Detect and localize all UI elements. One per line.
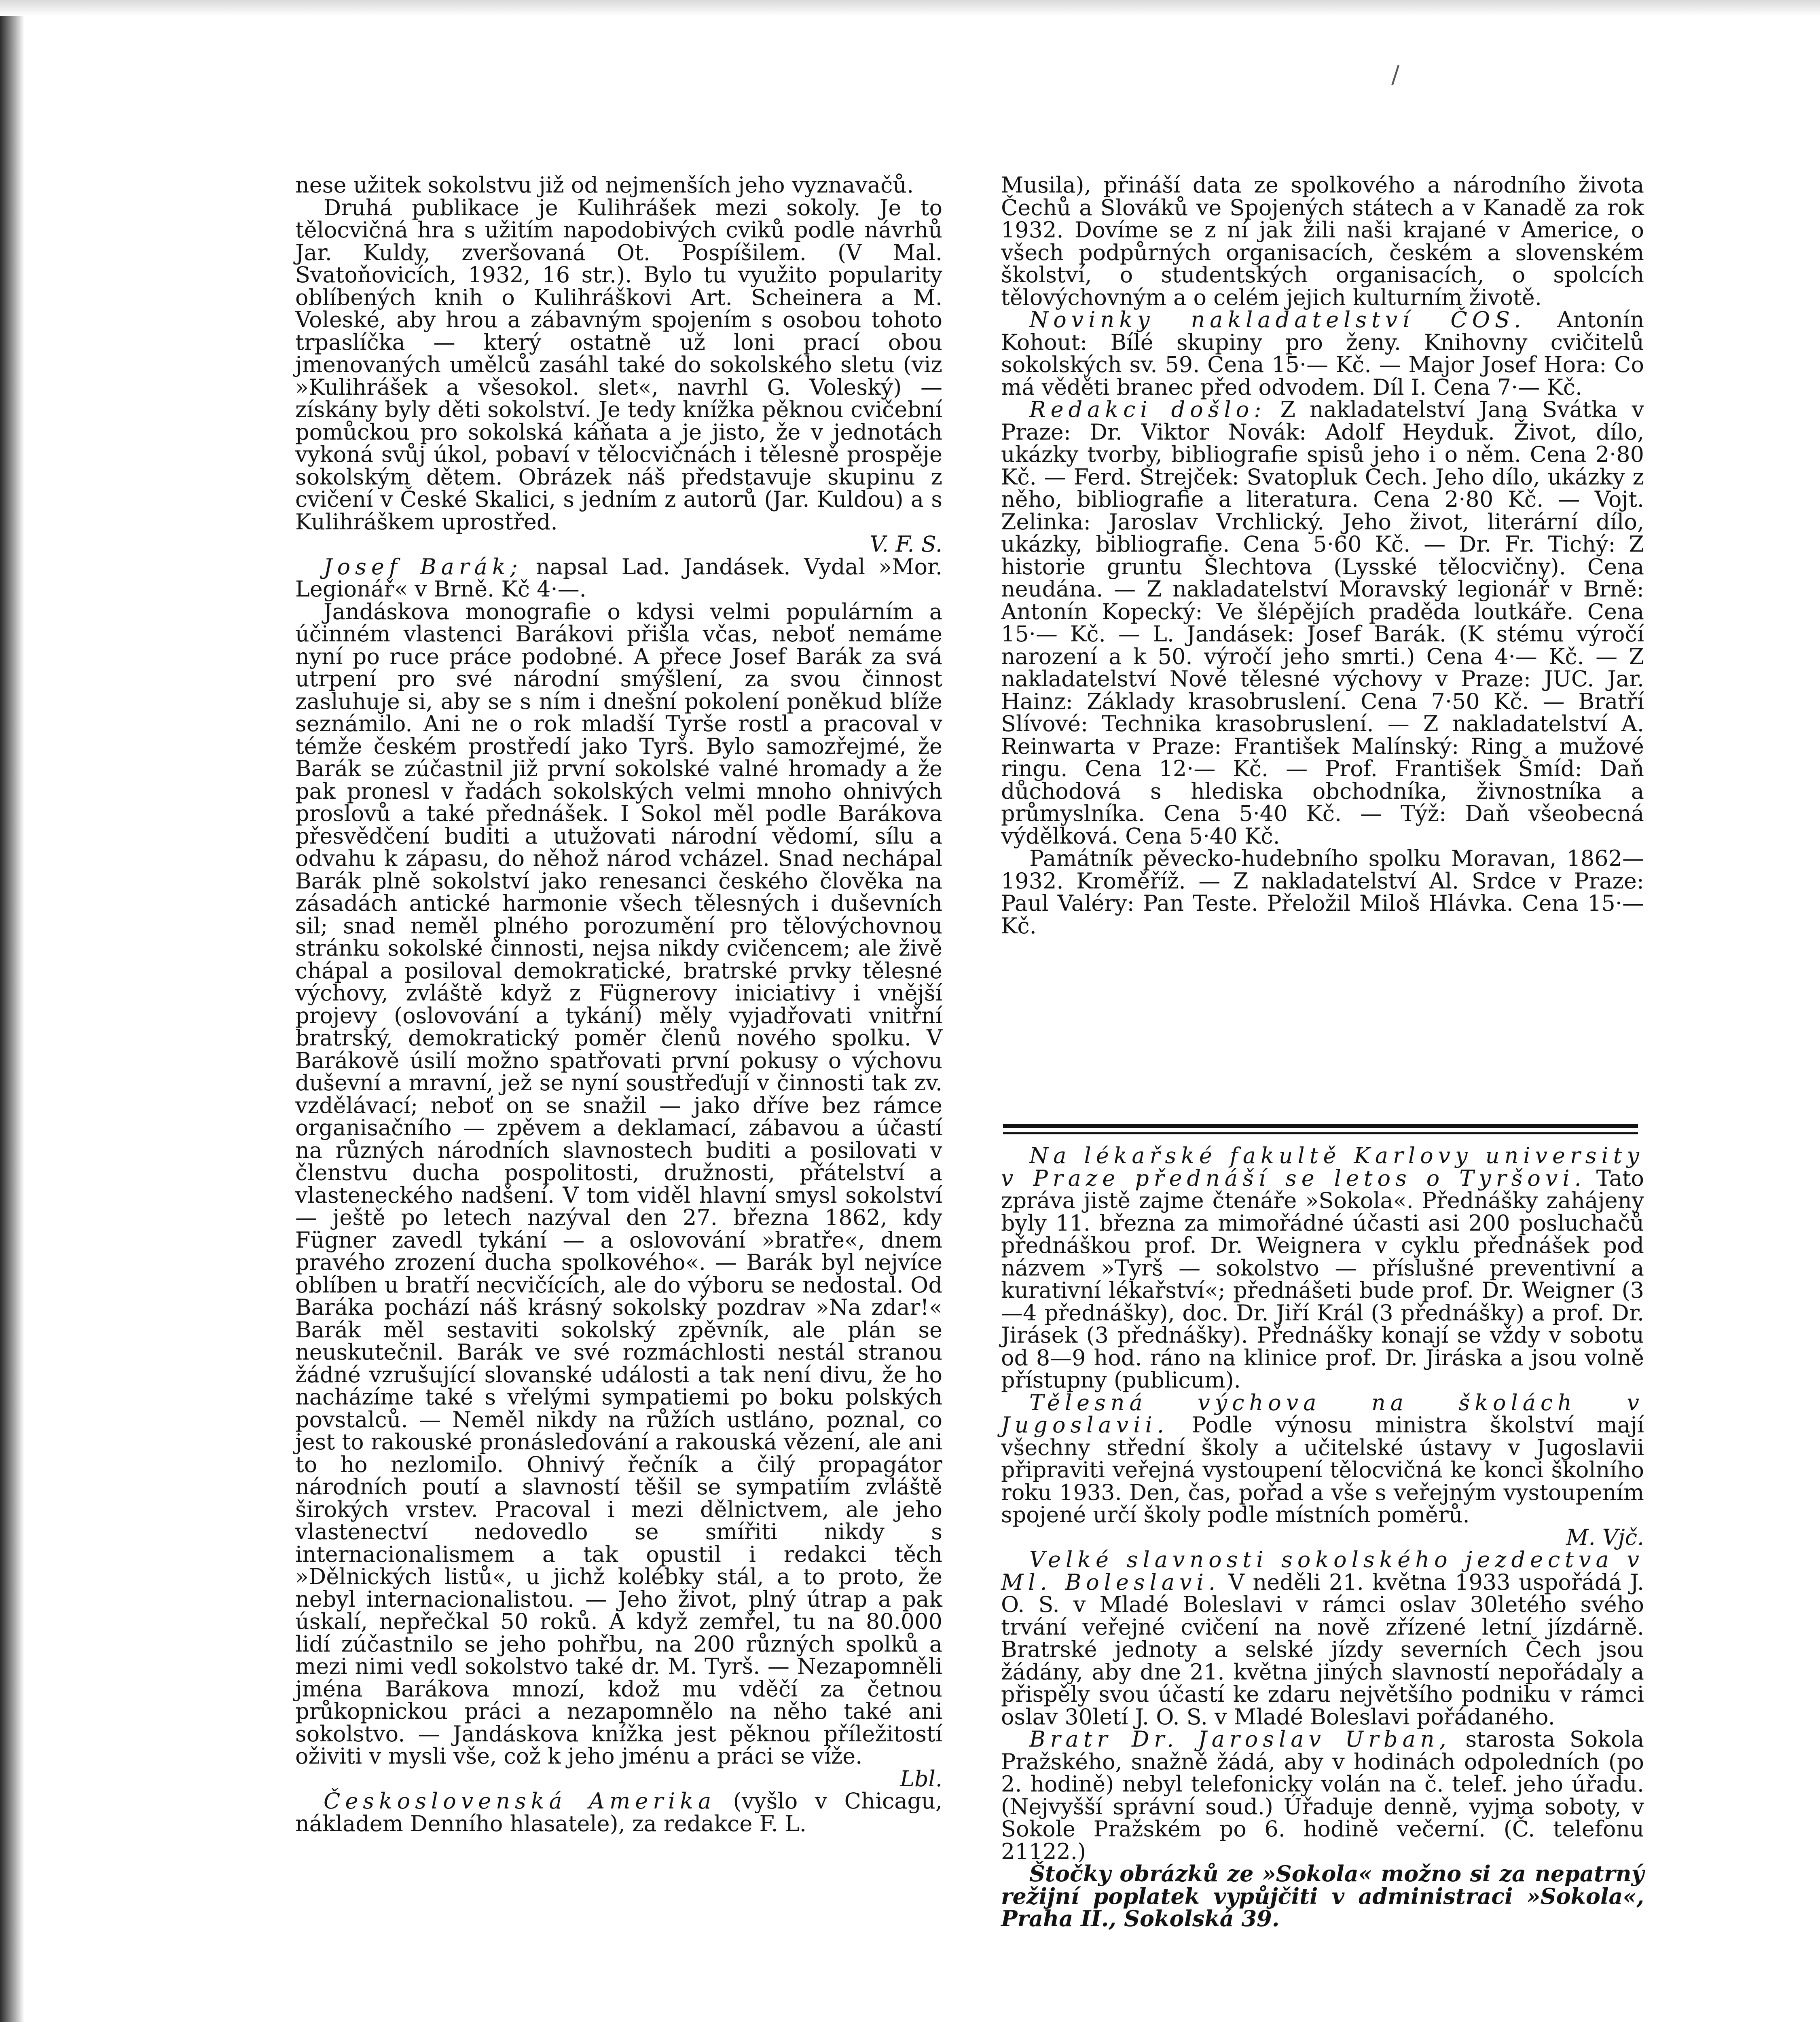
redakci-doslo-text: Z nakladatelství Jana Svátka v Praze: Dr. Viktor Novák: Adolf Heyduk. Život, dílo, ukázky tvorby, bibliografie spisů jeho i o něm. Cena 2·80 Kč. — Ferd. Strejček: Svatopluk Čech. Jeho dílo, ukázky z něho, bibliografie a literatura. Cena 2·80 Kč. — Vojt. Zelinka: Jaroslav Vrchlický. Jeho život, literární dílo, ukázky, bibliografie. Cena 5·60 Kč. — Dr. Fr. Tichý: Z historie gruntu Šlechtova (Lysské tělocvičny). Cena neudána. — Z nakladatelství Moravský legionář v Brně: Antonín Kopecký: Ve šlépějích praděda loutkáře. Cena 15·— Kč. — L. Jandásek: Josef Barák. (K stému výročí narození a k 50. výročí jeho smrti.) Cena 4·— Kč. — Z nakladatelství Nové tělesné výchovy v Praze: JUC. Jar. Hainz: Základy krasobruslení. Cena 7·50 Kč. — Bratří Slívové: Technika krasobruslení. — Z nakladatelství A. Reinwarta v Praze: František Malínský: Ring a mužové ringu. Cena 12·— Kč. — Prof. František Šmíd: Daň důchodová s hlediska obchodníka, živnostníka a průmyslníka. Cena 5·40 Kč. — Týž: Daň všeobecná výdělková. Cena 5·40 Kč. [1001, 397, 1644, 849]
amerika-publication-info: (vyšlo v Chicagu, nákladem Denního hlasatele), za redakce F. L. [295, 1788, 942, 1836]
title-josef-barak: Josef Barák; [324, 554, 523, 580]
signature-vfs: V. F. S. [870, 531, 942, 557]
jugoslavie-text: Podle výnosu ministra školství mají všechny střední školy a učitelské ústavy v Jugoslavii připraviti veřejná vystoupení tělocvičná ke konci školního roku 1933. Den, čas, pořad a vše s veřejným vystoupením spojené určí školy podle místních poměrů. [1001, 1412, 1644, 1527]
paragraph-barak-heading [295, 556, 942, 601]
paragraph-lekarska-fakulta [1001, 1144, 1644, 1392]
paragraph-barak-review: Jandáskova monografie o kdysi velmi populárním a účinném vlastenci Barákovi přišla včas, neboť nemáme nyní po ruce práce podobné. A přece Josef Barák za svá utrpení pro své národní smýšlení, za svou činnost zasluhuje si, aby se s ním i dnešní pokolení poněkud blíže seznámilo. Ani ne o rok mladší Tyrše rostl a pracoval v témže českém prostředí jako Tyrš. Bylo samozřejmé, že Barák se zúčastnil již první sokolské valné hromady a že pak pronesl v řadách sokolských velmi mnoho ohnivých proslovů a také přednášek. I Sokol měl podle Barákova přesvědčení buditi a utužovati národní vědomí, sílu a odvahu k zápasu, do něhož národ vcházel. Snad nechápal Barák plně sokolství jako renesanci českého člověka na zásadách antické harmonie všech tělesných i duševních sil; snad neměl plného porozumění pro tělovýchovnou stránku sokolské činnosti, nejsa nikdy cvičencem; ale živě chápal a posiloval demokratické, bratrské prvky tělesné výchovy, zvláště když z Fügnerovy iniciativy i vnější projevy (oslovování a tykání) měly vyjadřovati vnitřní bratrský, demokratický poměr členů nového spolku. V Barákově úsilí možno spatřovati první pokusy o výchovu duševní a mravní, jež se nyní soustřeďují v činnosti tak zv. vzdělávací; neboť on se snažil — jako dříve bez rámce organisačního — zpěvem a deklamací, zábavou a účastí na různých národních slavnostech buditi a posilovati v členstvu ducha pospolitosti, družnosti, přátelství a vlasteneckého nadšení. V tom viděl hlavní smysl sokolství — ještě po letech nazýval den 27. března 1862, kdy Fügner zavedl tykání — a oslovování »bratře«, dnem pravého zrození ducha spolkového«. — Barák byl nejvíce oblíben u bratří necvičících, ale do výboru se nedostal. Od Baráka pochází náš krásný sokolský pozdrav »Na zdar!« Barák měl sestaviti sokolský zpěvník, ale plán se neuskutečnil. Barák ve své rozmáchlosti nestál stranou žádné vzrušující slovanské události a tak není divu, že ho nacházíme také s vřelými sympatiemi po boku polských povstalců. — Neměl nikdy na růžích ustláno, poznal, co jest to rakouské pronásledování a rakouská vězení, ale ani to ho nezlomilo. Ohnivý řečník a čilý propagátor národních poutí a slavností těšil se sympatiím zvláště širokých vrstev. Pracoval i mezi dělnictvem, ale jeho vlastenectví nedovedlo se smířiti nikdy s internacionalismem a tak opustil i redakci těch »Dělnických listů«, u jichž kolébky stál, a to proto, že nebyl internacionalistou. — Jeho život, plný útrap a pak úskalí, nepřečkal 50 roků. A když zemřel, tu na 80.000 lidí zúčastnilo se jeho pohřbu, na 200 různých spolků a mezi nimi vedl sokolstvo také dr. M. Tyrš. — Nezapomněli jména Barákova mnozí, kdož mu vděčí za četnou průkopnickou práci a nezapomnělo na něho také ani sokolstvo. — Jandáskova knížka jest pěknou příležitostí oživiti v mysli vše, což k jeho jménu a práci se víže. [295, 599, 942, 1769]
paragraph-jugoslavie [1001, 1392, 1644, 1526]
paragraph-pamatnik: Památník pěvecko-hudebního spolku Moravan, 1862—1932. Kroměříž. — Z nakladatelství Al. Srdce v Praze: Paul Valéry: Pan Teste. Přeložil Miloš Hlávka. Cena 15·— Kč. [1001, 846, 1644, 939]
title-ceskoslovenska-amerika: Československá Amerika [324, 1788, 716, 1814]
urban-text: starosta Sokola Pražského, snažně žádá, aby v hodinách odpoledních (po 2. hodině) nebyl telefonicky volán na č. telef. jeho úřadu. (Nejvyšší správní soud.) Úřaduje denně, vyjma soboty, v Sokole Pražském po 6. hodině večerní. (Č. telefonu 21122.) [1001, 1726, 1644, 1864]
paragraph-amerika-continued: Musila), přináší data ze spolkového a národního života Čechů a Slováků ve Spojených státech a v Kanadě za rok 1932. Dovíme se z ní jak žili naši krajané v Americe, o všech podpůrných organisacích, českém a slovenském školství, o studentských organisacích, o spolcích tělovýchovným a o celém jejich kulturním životě. [1001, 172, 1644, 310]
paragraph-novinky-cos [1001, 309, 1644, 398]
title-lekarska-fakulta: Na lékařské fakultě Karlovy university v Praze přednáší se letos o Tyršovi. [1001, 1143, 1644, 1191]
paragraph-ceskoslovenska-amerika [295, 1790, 942, 1835]
signature-mvjc-line [1001, 1526, 1644, 1549]
title-jezdectvo: Velké slavnosti sokolského jezdectva v Ml. Boleslavi. [1001, 1547, 1644, 1595]
barak-publication-info: napsal Lad. Jandásek. Vydal »Mor. Legionář« v Brně. Kč 4·—. [295, 554, 942, 602]
right-column-top [1001, 174, 1644, 937]
double-rule-thin [1003, 1132, 1638, 1134]
right-column-bottom [1001, 1144, 1644, 1930]
lekarska-fakulta-text: Tato zpráva jistě zajme čtenáře »Sokola«. Přednášky zahájeny byly 11. března za mimořádné účasti asi 200 posluchačů přednáškou prof. Dr. Weignera v cyklu přednášek pod názvem »Tyrš — sokolstvo — příslušné preventivní a kurativní lékařství«; přednášeti bude prof. Dr. Weigner (3—4 přednášky), doc. Dr. Jiří Král (3 přednášky) a prof. Dr. Jirásek (3 přednášky). Přednášky konají se vždy v sobotu od 8—9 hod. ráno na klinice prof. Dr. Jiráska a jsou volně přístupny (publicum). [1001, 1165, 1644, 1393]
pen-mark: / [1391, 61, 1400, 89]
novinky-cos-text: Antonín Kohout: Bílé skupiny pro ženy. Knihovny cvičitelů sokolských sv. 59. Cena 15·— Kč. — Major Josef Hora: Co má věděti branec před odvodem. Díl I. Cena 7·— Kč. [1001, 307, 1644, 400]
paragraph-kulihrasek: Druhá publikace je Kulihrášek mezi sokoly. Je to tělocvičná hra s užitím napodobivých cviků podle návrhů Jar. Kuldy, zveršovaná Ot. Pospíšilem. (V Mal. Svatoňovicích, 1932, 16 str.). Bylo tu využito popularity oblíbených knih o Kulihráškovi Art. Scheinera a M. Voleské, aby hrou a zábavným spojením s osobou tohoto trpaslíčka — který ostatně už loni prací obou jmenovaných umělců zasáhl také do sokolského sletu (viz »Kulihrášek a všesokol. slet«, navrhl G. Voleský) — získány byly děti sokolství. Je tedy knížka pěknou cvičební pomůckou pro sokolská káňata a je jisto, že v jednotách vykoná svůj úkol, pobaví v tělocvičnách i tělesně prospěje sokolským dětem. Obrázek náš představuje skupinu z cvičení v České Skalici, s jedním z autorů (Jar. Kuldou) a s Kulihráškem uprostřed. [295, 195, 942, 535]
title-urban: Bratr Dr. Jaroslav Urban, [1029, 1726, 1451, 1752]
title-redakci-doslo: Redakci došlo: [1029, 397, 1266, 422]
signature-mvjc: M. Vjč. [1566, 1524, 1644, 1550]
paragraph-intro-end: nese užitek sokolstvu již od nejmenších jeho vyznavačů. [295, 172, 914, 198]
paragraph-jezdectvo [1001, 1548, 1644, 1728]
signature-lbl: Lbl. [900, 1766, 942, 1791]
left-column [295, 174, 942, 1835]
signature-vfs-line [295, 533, 942, 556]
paragraph-urban [1001, 1728, 1644, 1863]
scan-shadow-left [0, 0, 24, 2022]
scan-shadow-top [0, 0, 1820, 16]
paragraph-stocky: Štočky obrázků ze »Sokola« možno si za nepatrný režijní poplatek vypůjčiti v administraci »Sokola«, Praha II., Sokolská 39. [1001, 1861, 1644, 1931]
title-jugoslavie: Tělesná výchova na školách v Jugoslavii. [1001, 1390, 1644, 1438]
paragraph-redakci-doslo [1001, 398, 1644, 847]
jezdectvo-text: V neděli 21. května 1933 uspořádá J. O. S. v Mladé Boleslavi v rámci oslav 30letého svého trvání veřejné cvičení na nově zřízené letní jízdárně. Bratrské jednoty a selské jízdy severních Čech jsou žádány, aby dne 21. května jiných slavností nepořádaly a přispěly svou účastí ke zdaru největšího podniku v rámci oslav 30letí J. O. S. v Mladé Boleslavi pořádaného. [1001, 1569, 1644, 1730]
signature-lbl-line [295, 1768, 942, 1790]
double-rule-thick [1003, 1124, 1638, 1128]
title-novinky-cos: Novinky nakladatelství ČOS. [1029, 307, 1526, 332]
